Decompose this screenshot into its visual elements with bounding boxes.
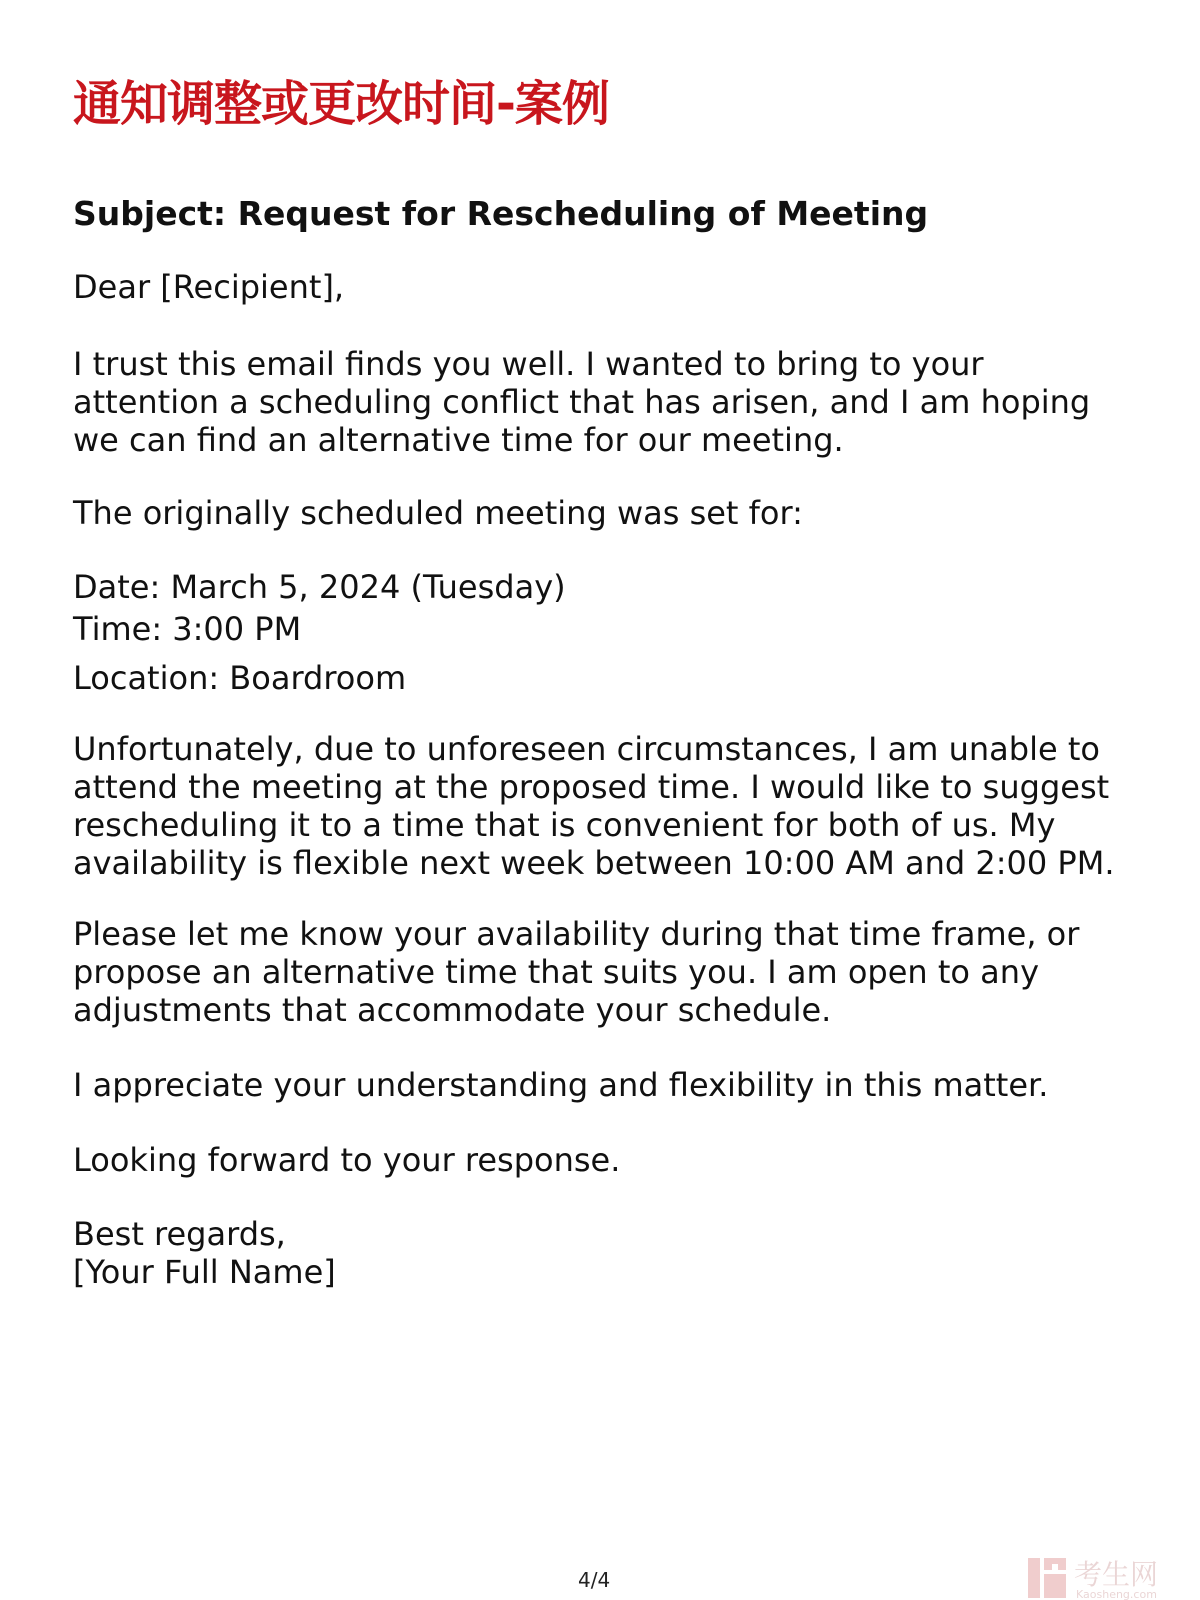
svg-text:考生网: 考生网 — [1074, 1558, 1159, 1591]
svg-text:Kaosheng.com: Kaosheng.com — [1076, 1588, 1157, 1600]
email-subject: Subject: Request for Rescheduling of Meeting — [73, 194, 929, 233]
closing: Best regards, — [73, 1215, 286, 1253]
paragraph-line: attend the meeting at the proposed time. I would like to suggest — [73, 768, 1110, 806]
paragraph-looking-forward: Looking forward to your response. — [73, 1141, 621, 1179]
paragraph-line: Please let me know your availability during that time frame, or — [73, 915, 1080, 953]
paragraph-line: availability is flexible next week between 10:00 AM and 2:00 PM. — [73, 844, 1115, 882]
signature: [Your Full Name] — [73, 1253, 336, 1291]
paragraph-line: attention a scheduling conflict that has arisen, and I am hoping — [73, 383, 1091, 421]
paragraph-line: we can find an alternative time for our meeting. — [73, 421, 844, 459]
paragraph-availability — [73, 915, 1079, 1029]
meeting-time: Time: 3:00 PM — [73, 610, 302, 648]
paragraph-reschedule — [73, 730, 1115, 882]
paragraph-intro — [73, 345, 1090, 459]
greeting: Dear [Recipient], — [73, 268, 345, 306]
kaosheng-watermark-logo — [1026, 1554, 1196, 1600]
paragraph-appreciation: I appreciate your understanding and flexibility in this matter. — [73, 1066, 1049, 1104]
meeting-date: Date: March 5, 2024 (Tuesday) — [73, 568, 566, 606]
meeting-location: Location: Boardroom — [73, 659, 407, 697]
paragraph-line: I trust this email finds you well. I wanted to bring to your — [73, 345, 984, 383]
paragraph-line: adjustments that accommodate your schedule. — [73, 991, 832, 1029]
page-number: 4/4 — [578, 1568, 611, 1592]
paragraph-line: propose an alternative time that suits you. I am open to any — [73, 953, 1039, 991]
original-schedule-intro: The originally scheduled meeting was set for: — [73, 494, 803, 532]
paragraph-line: rescheduling it to a time that is convenient for both of us. My — [73, 806, 1056, 844]
paragraph-line: Unfortunately, due to unforeseen circumstances, I am unable to — [73, 730, 1100, 768]
document-title: 通知调整或更改时间-案例 — [73, 76, 609, 132]
